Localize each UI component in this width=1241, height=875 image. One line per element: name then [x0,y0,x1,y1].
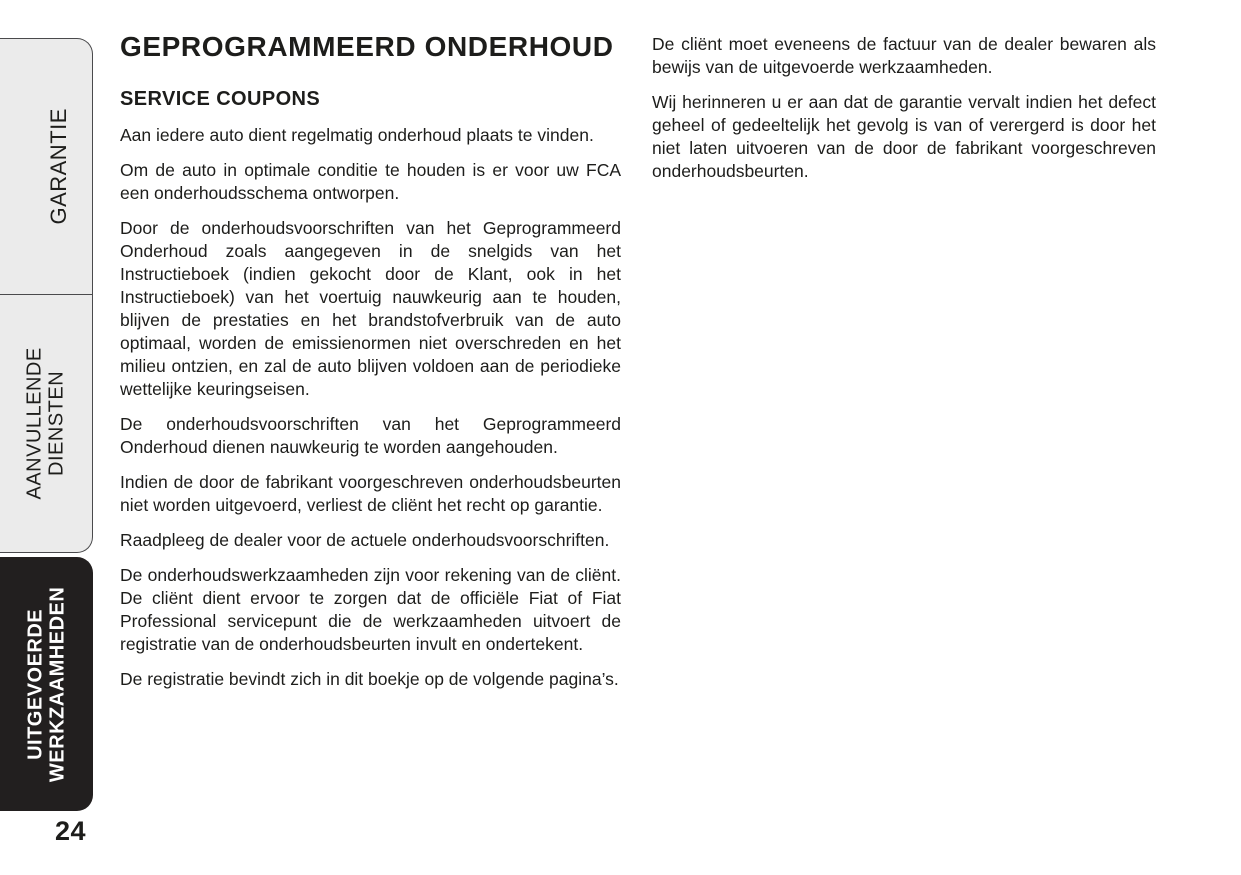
paragraph: Indien de door de fabrikant voorgeschreven onderhoudsbeurten niet worden uitgevoerd, verliest de cliënt het recht op garantie. [120,472,621,515]
paragraph: De onderhoudswerkzaamheden zijn voor rekening van de cliënt. De cliënt dient ervoor te zorgen dat de officiële Fiat of Fiat Professional servicepunt die de werkzaamheden uitvoert de registratie van de onderhoudsbeurten invult en ondertekent. [120,565,621,654]
paragraph: De cliënt moet eveneens de factuur van de dealer bewaren als bewijs van de uitgevoerde werkzaamheden. [652,34,1156,77]
page-title: GEPROGRAMMEERD ONDERHOUD [120,31,614,62]
sidebar-tab-garantie-label: GARANTIE [45,108,71,225]
sidebar-tab-uitgevoerde-werkzaamheden[interactable] [0,557,93,811]
left-column [120,124,621,703]
sidebar-tab-garantie[interactable] [0,38,93,295]
sidebar-tab-uitgevoerde-werkzaamheden-label: UITGEVOERDE WERKZAAMHEDEN [24,586,69,782]
section-heading: SERVICE COUPONS [120,88,321,110]
page-number: 24 [55,816,87,846]
paragraph: Om de auto in optimale conditie te houden is er voor uw FCA een onderhoudsschema ontworpen. [120,160,621,203]
paragraph: De registratie bevindt zich in dit boekje op de volgende pagina’s. [120,669,619,689]
paragraph: Aan iedere auto dient regelmatig onderhoud plaats te vinden. [120,125,594,145]
paragraph: Door de onderhoudsvoorschriften van het Geprogrammeerd Onderhoud zoals aangegeven in de snelgids van het Instructieboek (indien gekocht door de Klant, ook in het Instructieboek) van het voertuig nauwkeurig aan te houden, blijven de prestaties en het brandstofverbruik van de auto optimaal, worden de emissienormen niet overschreden en het milieu ontzien, en zal de auto blijven voldoen aan de periodieke wettelijke keuringseisen. [120,218,621,399]
sidebar-tab-aanvullende-diensten[interactable] [0,295,93,553]
paragraph: De onderhoudsvoorschriften van het Geprogrammeerd Onderhoud dienen nauwkeurig te worden aangehouden. [120,414,621,457]
paragraph: Raadpleeg de dealer voor de actuele onderhoudsvoorschriften. [120,530,610,550]
sidebar-tab-aanvullende-diensten-label: AANVULLENDE DIENSTEN [23,347,68,500]
paragraph: Wij herinneren u er aan dat de garantie vervalt indien het defect geheel of gedeeltelijk het gevolg is van of verergerd is door het niet laten uitvoeren van de door de fabrikant voorgeschreven onderhoudsbeurten. [652,92,1156,181]
right-column [652,33,1156,195]
